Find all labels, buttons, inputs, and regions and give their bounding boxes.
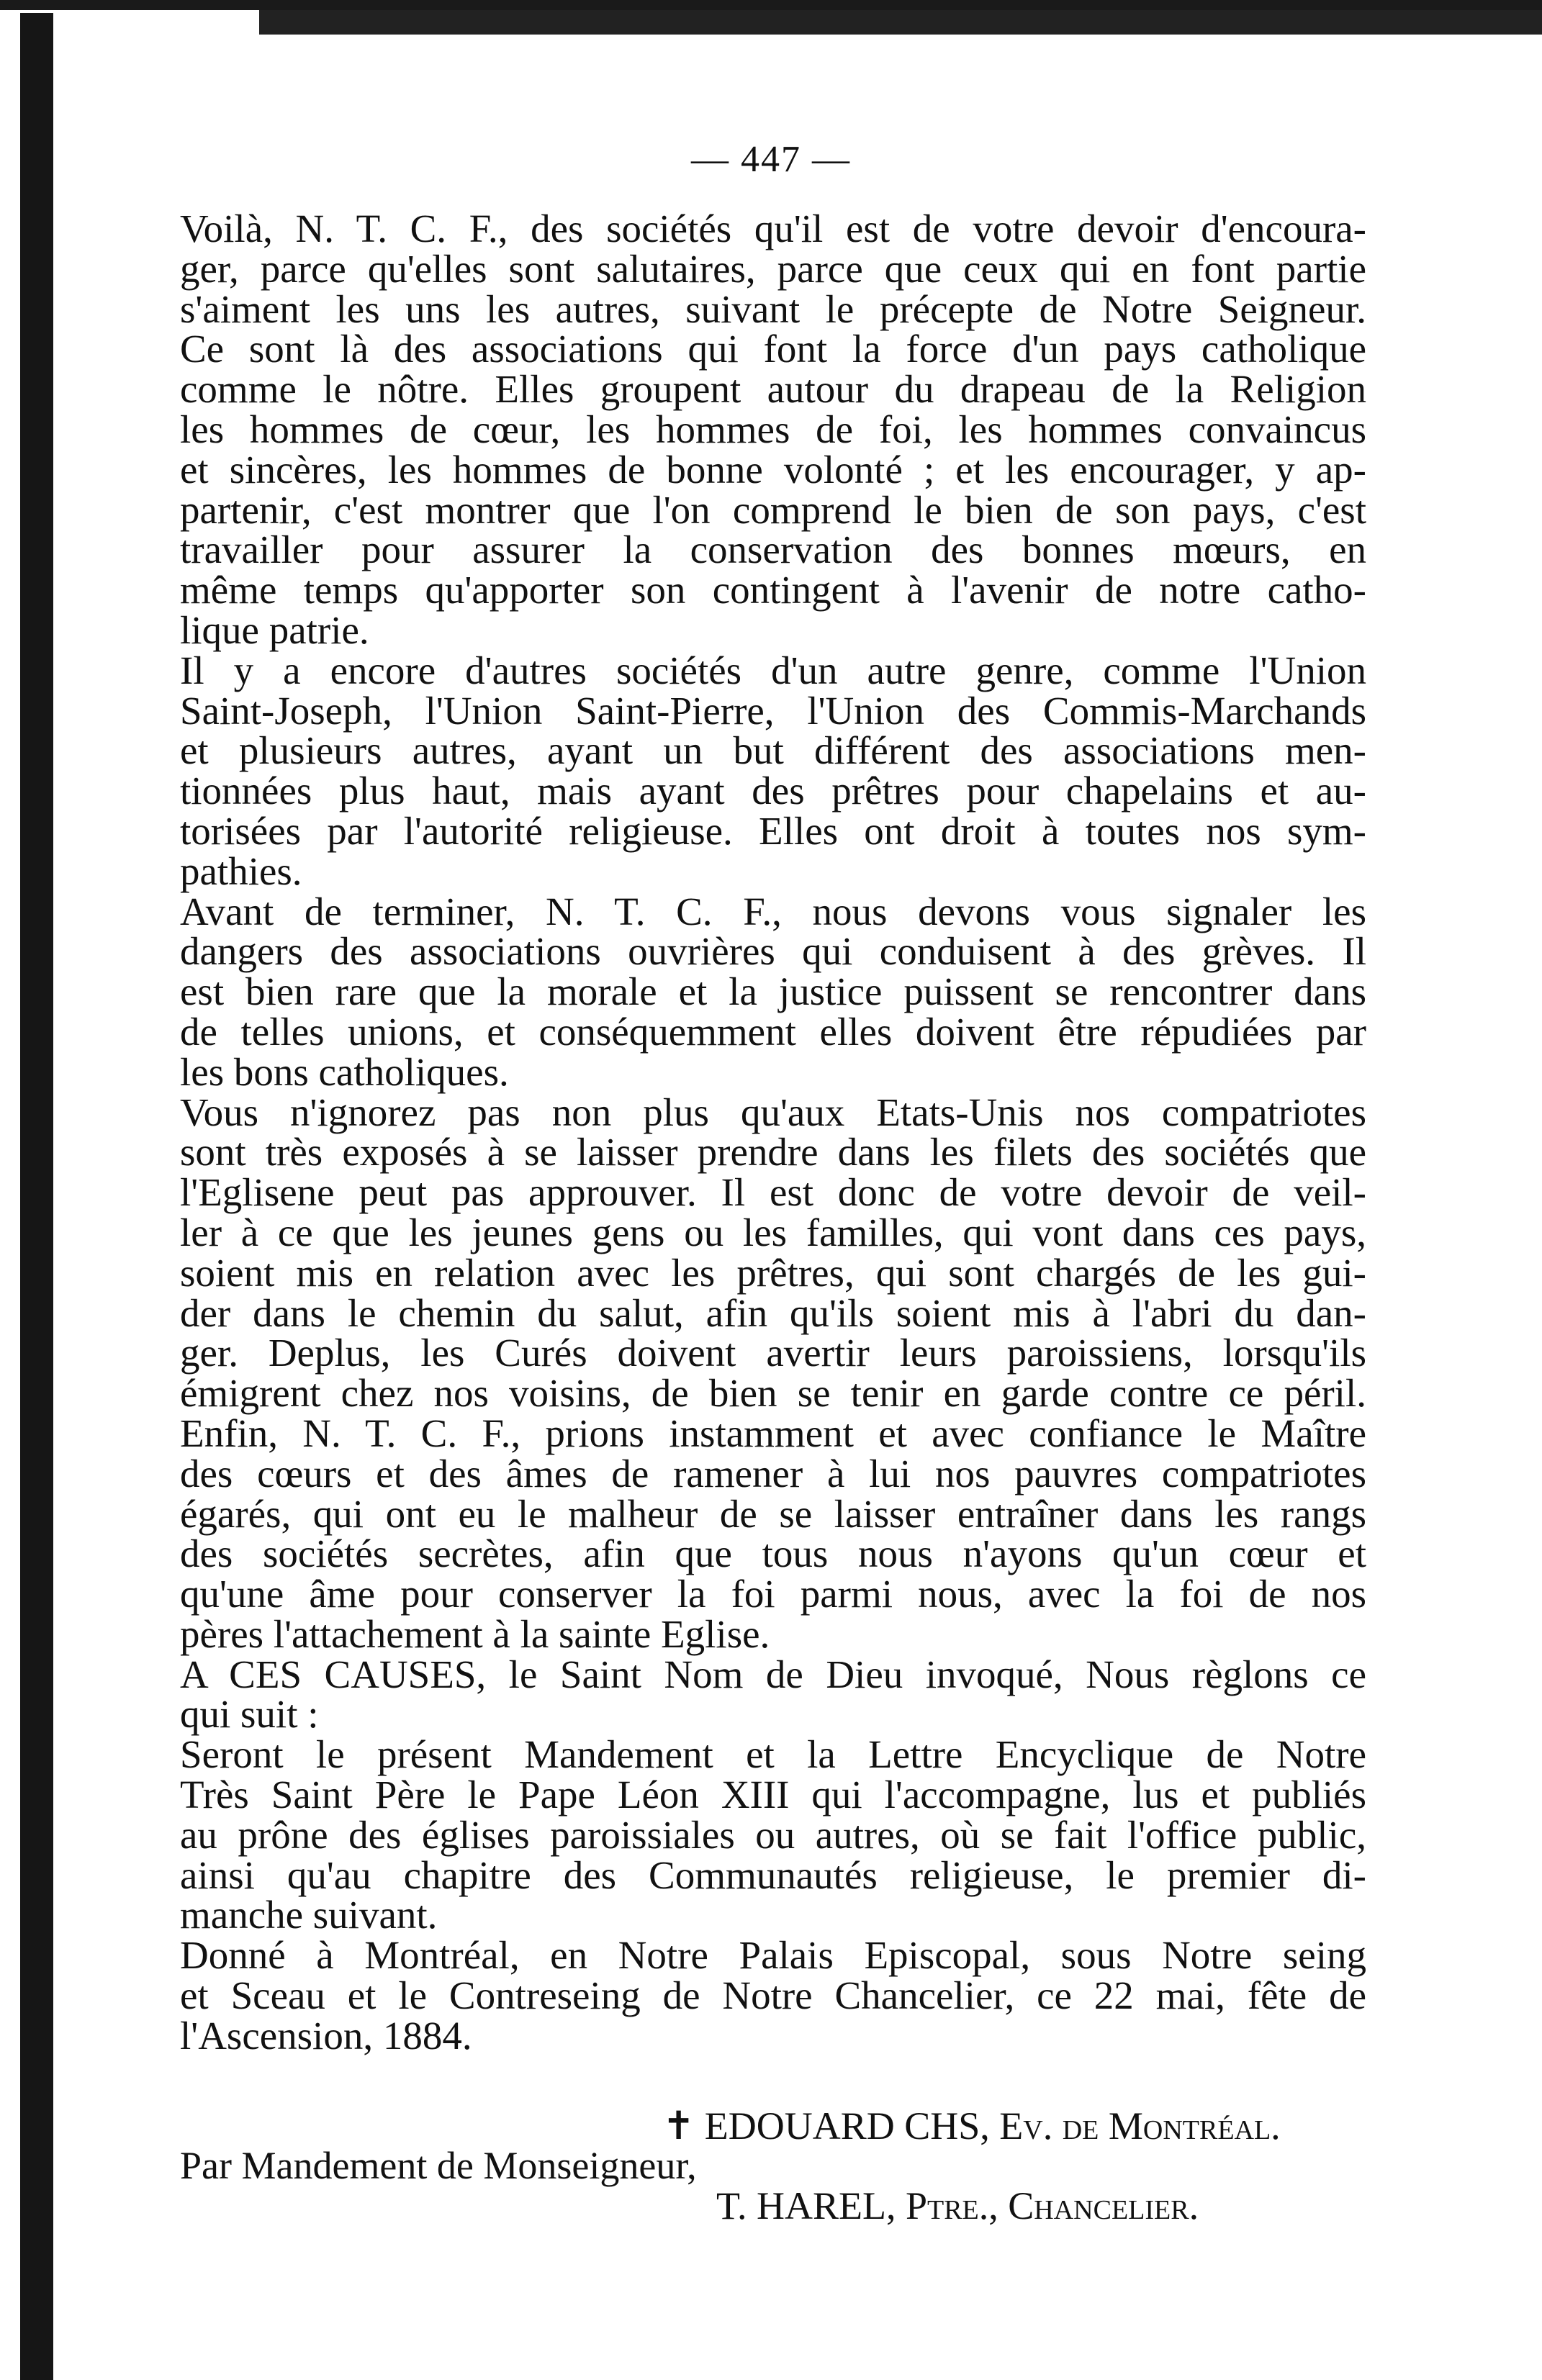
text-line: et plusieurs autres, ayant un but différent des associations men- [180, 728, 1366, 773]
text-line: sont très exposés à se laisser prendre dans les filets des sociétés que [180, 1130, 1366, 1175]
text-line: Seront le présent Mandement et la Lettre Encyclique de Notre [180, 1732, 1366, 1777]
text-line: l'Eglisene peut pas approuver. Il est donc de votre devoir de veil- [180, 1170, 1366, 1215]
body-text [180, 209, 1366, 2056]
text-line: et Sceau et le Contreseing de Notre Chancelier, ce 22 mai, fête de [180, 1973, 1366, 2018]
text-line: l'Ascension, 1884. [180, 2013, 472, 2058]
text-line: A CES CAUSES, le Saint Nom de Dieu invoqué, Nous règlons ce [180, 1652, 1366, 1696]
text-line: les hommes de cœur, les hommes de foi, les hommes convaincus [180, 407, 1366, 451]
text-line: pathies. [180, 849, 302, 893]
text-line: Enfin, N. T. C. F., prions instamment et avec confiance le Maître [180, 1411, 1366, 1455]
text-line: les bons catholiques. [180, 1049, 509, 1094]
text-line: der dans le chemin du salut, afin qu'ils soient mis à l'abri du dan- [180, 1290, 1366, 1335]
text-line: travailler pour assurer la conservation des bonnes mœurs, en [180, 528, 1366, 572]
text-line: partenir, c'est montrer que l'on comprend le bien de son pays, c'est [180, 487, 1366, 532]
text-line: égarés, qui ont eu le malheur de se laisser entraîner dans les rangs [180, 1491, 1366, 1536]
bishop-signature: ✝ EDOUARD CHS, Ev. de Montréal. [662, 2104, 1281, 2148]
text-line: soient mis en relation avec les prêtres, qui sont chargés de les gui- [180, 1250, 1366, 1295]
text-line: Il y a encore d'autres sociétés d'un autre genre, comme l'Union [180, 648, 1366, 692]
text-line: tionnées plus haut, mais ayant des prêtres pour chapelains et au- [180, 769, 1366, 813]
text-line: Vous n'ignorez pas non plus qu'aux Etats-Unis nos compatriotes [180, 1090, 1366, 1134]
page-number: — 447 — [691, 139, 851, 180]
text-line: ger, parce qu'elles sont salutaires, parce que ceux qui en font partie [180, 246, 1366, 291]
text-line: ger. Deplus, les Curés doivent avertir leurs paroissiens, lorsqu'ils [180, 1331, 1366, 1375]
text-line: ainsi qu'au chapitre des Communautés religieuse, le premier di- [180, 1852, 1366, 1897]
text-line: au prône des églises paroissiales ou autres, où se fait l'office public, [180, 1812, 1366, 1857]
text-line: des cœurs et des âmes de ramener à lui nos pauvres compatriotes [180, 1451, 1366, 1496]
text-line: s'aiment les uns les autres, suivant le précepte de Notre Seigneur. [180, 286, 1366, 331]
text-line: Donné à Montréal, en Notre Palais Episcopal, sous Notre seing [180, 1933, 1366, 1978]
scan-border-top [0, 0, 1542, 10]
text-line: comme le nôtre. Elles groupent autour du drapeau de la Religion [180, 367, 1366, 412]
text-line: Ce sont là des associations qui font la force d'un pays catholique [180, 327, 1366, 371]
text-line: Avant de terminer, N. T. C. F., nous devons vous signaler les [180, 889, 1366, 933]
text-line: manche suivant. [180, 1893, 438, 1937]
text-line: lique patrie. [180, 607, 369, 652]
text-line: est bien rare que la morale et la justice puissent se rencontrer dans [180, 969, 1366, 1014]
text-line: Saint-Joseph, l'Union Saint-Pierre, l'Union des Commis-Marchands [180, 688, 1366, 733]
text-line: qui suit : [180, 1692, 319, 1737]
text-line: de telles unions, et conséquemment elles doivent être répudiées par [180, 1009, 1366, 1054]
text-line: des sociétés secrètes, afin que tous nous n'ayons qu'un cœur et [180, 1531, 1366, 1576]
scan-border-left [20, 13, 53, 2380]
text-line: et sincères, les hommes de bonne volonté ; et les encourager, y ap- [180, 447, 1366, 492]
text-line: émigrent chez nos voisins, de bien se tenir en garde contre ce péril. [180, 1371, 1366, 1416]
text-line: torisées par l'autorité religieuse. Elles ont droit à toutes nos sym- [180, 808, 1366, 853]
text-line: même temps qu'apporter son contingent à l'avenir de notre catho- [180, 568, 1366, 612]
text-line: Voilà, N. T. C. F., des sociétés qu'il est de votre devoir d'encoura- [180, 207, 1366, 250]
text-line: dangers des associations ouvrières qui conduisent à des grèves. Il [180, 929, 1366, 974]
scan-border-top-shadow [259, 10, 1542, 35]
text-line: pères l'attachement à la sainte Eglise. [180, 1611, 770, 1656]
mandate-line: Par Mandement de Monseigneur, [180, 2144, 697, 2187]
text-line: Très Saint Père le Pape Léon XIII qui l'accompagne, lus et publiés [180, 1773, 1366, 1817]
text-line: qu'une âme pour conserver la foi parmi nous, avec la foi de nos [180, 1572, 1366, 1616]
chancellor-signature: T. HAREL, Ptre., Chancelier. [716, 2184, 1199, 2227]
text-line: ler à ce que les jeunes gens ou les familles, qui vont dans ces pays, [180, 1210, 1366, 1254]
